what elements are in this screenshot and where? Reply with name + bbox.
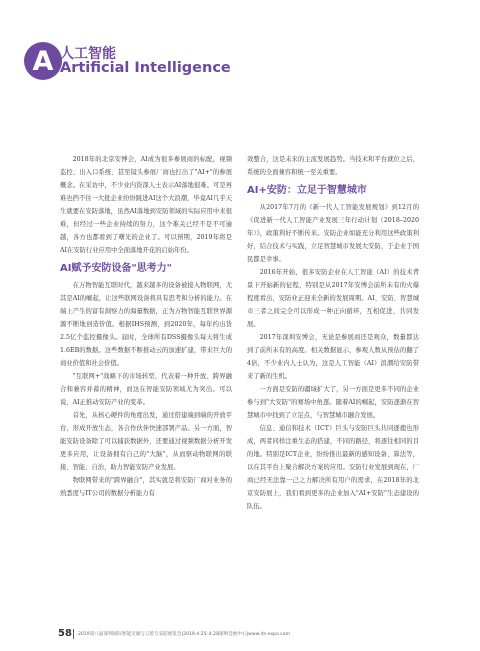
- paragraph: "互联网+"战略下的市场转型，代表着一种开放、跨界融合和兼容并蓄的精神，而这在智能安防领域尤为突出。可以说，AI正推动安防产业的变革。: [60, 373, 232, 406]
- page-number: 58: [58, 628, 72, 639]
- footer-text: 2019第八届深圳国际智能交通与云盾与安防展览会|2019.4.25–4.28深圳会展中心|www.its-expo.com: [78, 632, 290, 637]
- section-title-en: Artificial Intelligence: [60, 60, 231, 76]
- paragraph: 物联网带来的"跨界融合"，其实就是将安防厂商对业务的熟悉度与IT公司的数据分析能力有: [60, 477, 232, 497]
- right-column: [247, 153, 419, 513]
- paragraph: 一方面是安防的疆域扩大了，另一方面是更多不同的企业参与到"大安防"的赛场中角逐。随着AI的崛起，安防逐渐在智慧城市中找到了立足点，与智慧城市融合发展。: [247, 386, 419, 419]
- paragraph: 在万物智能互联时代，越来越多的设备被接入物联网，尤其是AI的崛起，让这些联网设备将具有思考和分析的能力。在端上产生的富有洞察力的海量数据，正为万物智能互联世界源源不断地创造价值。根据IHS预测，到2020年，每年约出货2.5亿个监控摄像头。届时，全球所有DSS摄像头每天将生成1.6EB的数据。这些数据不断推动云的加速扩建，带来巨大的商业价值和社会价值。: [60, 282, 232, 367]
- subheading: AI+安防：立足于智慧城市: [247, 185, 367, 196]
- paragraph: 2016年开始，很多安防企业在人工智能（AI）的技术背景下开始新的征程，特别是从2017年安博会前所未有的火爆程度看出，安防业正迎来全新的发展周期。AI、安防、智慧城市三者之间完全可以形成一种正向循环，互相促进，共同发展。: [247, 269, 419, 328]
- paragraph: 2017年深圳安博会，无论是参展商还是观众，数量都达到了前所未有的高度。相关数据显示，参观人数从预估的翻了4倍，不少业内人士认为，这是人工智能（AI）浪潮给安防带来了新的生机。: [247, 334, 419, 380]
- left-column: [60, 153, 232, 500]
- section-logo-icon: [24, 42, 62, 80]
- page-footer: [58, 628, 458, 642]
- paragraph: 信息、通信和技术（ICT）巨头与安防巨头共同逐鹿也形成，两者同样注重生态的搭建，不同的路径，将逐往相同的目的地。特别是ICT企业，纷纷推出最新的感知设备、算法等，以在其平台上聚合解决方案的应用。安防行业发展到现在，厂商已经无法靠一己之力解决所有用户的需求，在2018年的北京安防展上，我们看到更多的企业加入"AI+安防"生态建设的队伍。: [247, 425, 419, 510]
- paragraph: 首先，从核心硬件的角度出发，通过搭建端到端的开放平台，形成开放生态，各合作伙伴快速部署产品。另一方面，智能安防设备除了可以捕获数据外，还要通过视频数据分析开发更多应用，让设备拥有自己的"大脑"，从而驱动物联网的联接、智能、自治，助力智能安防产业发展。: [60, 412, 232, 471]
- paragraph: 效整合，这是未来的主流发展趋势。当技术和平台就位之后，系统的全面兼容和统一至关重要。: [247, 156, 419, 176]
- subheading: AI赋予安防设备"思考力": [60, 263, 172, 274]
- section-title-cn: 人工智能: [60, 46, 116, 62]
- logo-letter: A: [32, 45, 54, 77]
- footer-divider: [73, 629, 74, 639]
- paragraph: 2018年的北京安博会，AI成为很多参展商的标配，视频监控、出入口系统、甚至镜头参展厂商也打出了"AI+"的参展概念。在采访中，不少业内资深人士表示AI落地很难。可是再难也挡不住一大批企业纷纷跳进AI这个大浪潮，毕竟AI几乎天生就要在安防落地，虽然AI落地到安防领域的实际应用中来很难，但经过一些企业持续的努力，这个难关已经不是不可逾越，各方也都看到了曙光的企业了。可以预期，2019年将是AI在安防行业应用中全面落地开花的启始年份。: [60, 156, 232, 254]
- paragraph: 从2017年7月的《新一代人工智能发展规划》到12月的《促进新一代人工智能产业发展三年行动计划（2018–2020年）》，政策利好不断传来。安防企业如能充分利用这些政策利好，结合技术与实践，立足智慧城市发展大安防，于企业于国民都是幸事。: [247, 204, 419, 263]
